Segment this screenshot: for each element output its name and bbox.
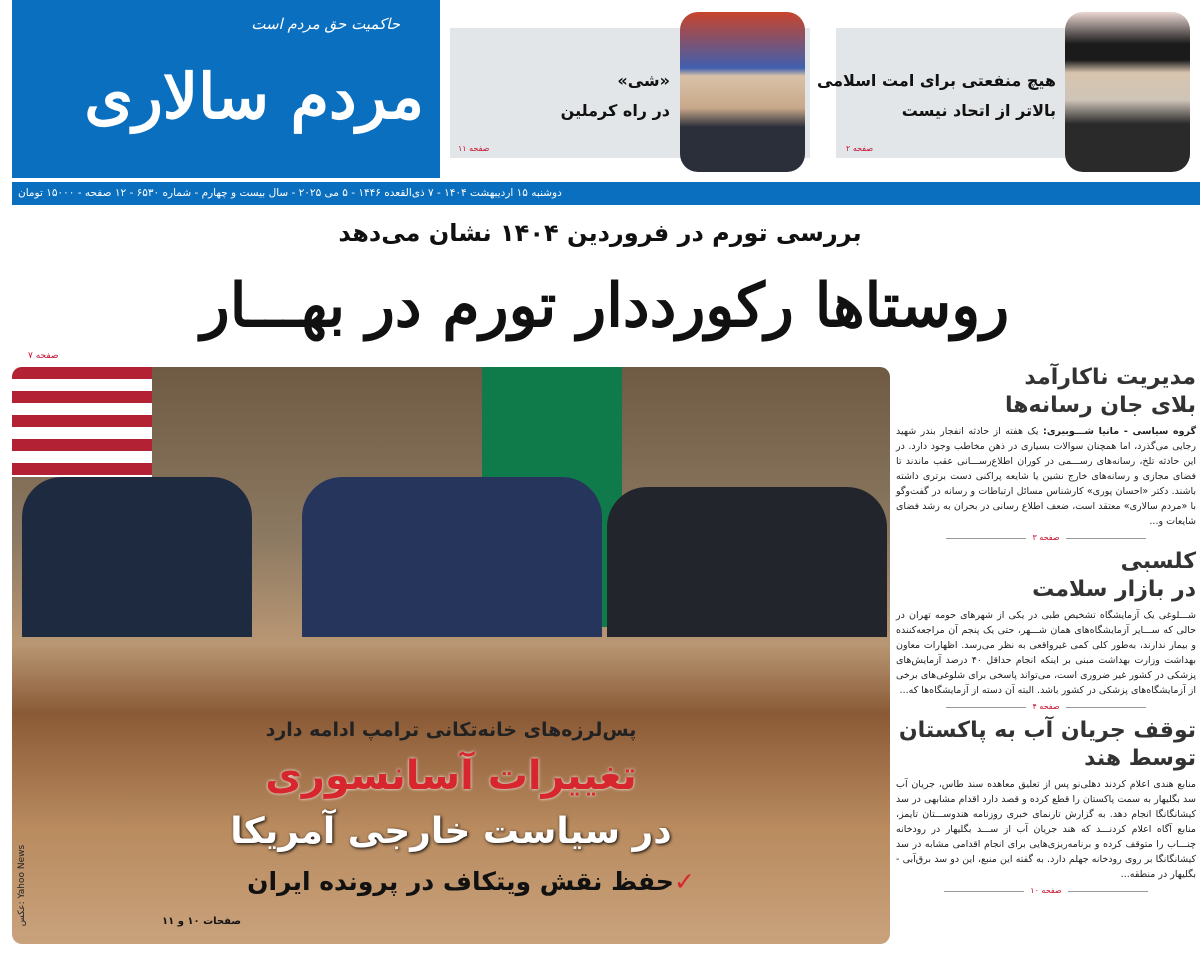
flag-us [12,367,152,477]
story-page: صفحه ۳ [896,532,1196,544]
story-body: منابع هندی اعلام کردند دهلی‌نو پس از تعلیق معاهده سند طاس، جریان آب سد بگلیهار به سمت پاکستان را قطع کرده و قصد دارد اقدام مشابهی در سد کیشانگانگا انجام دهد. به گزارش تارنمای خبری روزنامه هندوســـتان تایمز، منابع آگاه اعلام کردنـــد که هند جریان آب از ســـد بگلیهار در رودخانه چنـــاب را متوقف کرده و برنامه‌ریزی‌هایی برای انجام اقدامی مشابه در سد کیشانگانگا بر روی رودخانه جهلم دارد. به گفته این منبع، این دو سد برق‌آبی - بگلیهار در منطقه... [896,779,1196,880]
person-center [302,477,602,637]
story-page: صفحه ۴ [896,701,1196,713]
story-title: کلسبی [1120,549,1196,574]
main-photo [12,367,890,944]
photo-kicker: پس‌لرزه‌های خانه‌تکانی ترامپ ادامه دارد [265,719,637,741]
story-body: شـــلوغی یک آزمایشگاه تشخیص طبی در یکی از شهرهای حومه تهران در حالی که ســـایر آزمایشگاه‌های همان شـــهر، حتی یک پنجم آن مراجعه‌کننده و بیمار ندارند، به‌طور کلی کمی غیرواقعی به نظر می‌رسد. اظهارات معاون بهداشت وزارت بهداشت مبنی بر اینکه انجام حداقل ۴۰ درصد آزمایش‌های پزشکی در کشور غیر ضروری است، می‌تواند پاسخی برای شلوغی‌های برخی از آزمایشگاه‌های پزشکی در کشور باشد. البته آن دسته از آزمایشگاه‌ها که... [896,610,1197,696]
story-title: بلای جان رسانه‌ها [1004,393,1196,418]
story-title: توقف جریان آب به پاکستان [898,718,1196,743]
person-left [22,477,252,637]
person-right [607,487,887,637]
lead-kicker: بررسی تورم در فروردین ۱۴۰۴ نشان می‌دهد [338,219,862,247]
photo-xi-jinping [680,12,805,172]
lead-page: صفحه ۷ [28,351,59,361]
story-title: در بازار سلامت [1032,577,1196,602]
check-icon: ✓ [673,867,695,896]
story-title: توسط هند [1084,746,1196,771]
teaser-page: صفحه ۲ [846,144,874,153]
newspaper-tagline: حاکمیت حق مردم است [251,15,400,33]
dateline: دوشنبه ۱۵ اردیبهشت ۱۴۰۴ - ۷ ذی‌القعده ۱۴۴۶ - ۵ می ۲۰۲۵ - سال بیست و چهارم - شماره ۶۵۳۰ - ۱۲ صفحه - ۱۵۰۰۰ تومان [18,187,562,199]
photo-leader [1065,12,1190,172]
photo-credit: عکس: Yahoo News [17,844,28,927]
teaser-page: صفحه ۱۱ [458,144,490,153]
photo-headline-white: در سیاست خارجی آمریکا [230,811,672,852]
newspaper-name: مردم سالاری [84,60,424,133]
story-body: گروه سیاسی - مانیا شـــوبیری: یک هفته از حادثه انفجار بندر شهید رجایی می‌گذرد، اما همچنان سوالات بسیاری در ذهن مخاطب وجود دارد. در این حادثه تلخ، رسانه‌های رســـمی در کوران اطلاع‌رســـانی عقب ماندند تا فضای مجازی و رسانه‌های خارج نشین یا شایعه پراکنی دست برتری داشته باشند. دکتر «احسان پوری» کارشناس مسائل ارتباطات و رسانه در گفت‌وگو با «مردم سالاری» معتقد است، ضعف اطلاع رسانی در بحران به رشد فضای شایعات و... [896,426,1196,527]
sidebar-story-health[interactable] [896,548,1196,717]
story-title: مدیریت ناکارآمد [1024,365,1196,390]
teaser-headline: هیچ منفعتی برای امت اسلامی بالاتر از اتحاد نیست [816,71,1056,120]
dateline-bar [12,182,1200,205]
sidebar [896,364,1196,901]
story-page: صفحه ۱۰ [896,885,1196,897]
sidebar-story-water[interactable] [896,717,1196,901]
photo-pages: صفحات ۱۰ و ۱۱ [162,916,241,927]
sidebar-story-media[interactable] [896,364,1196,548]
photo-headline-red[interactable]: تغییرات آسانسوری [265,753,637,799]
masthead-logo [12,0,440,178]
teaser-headline: «شی» در راه کرملین [560,71,670,120]
photo-bullet: ✓حفظ نقش ویتکاف در پرونده ایران [247,867,695,896]
lead-headline[interactable]: روستاها رکورددار تورم در بهـــار [200,271,1010,341]
